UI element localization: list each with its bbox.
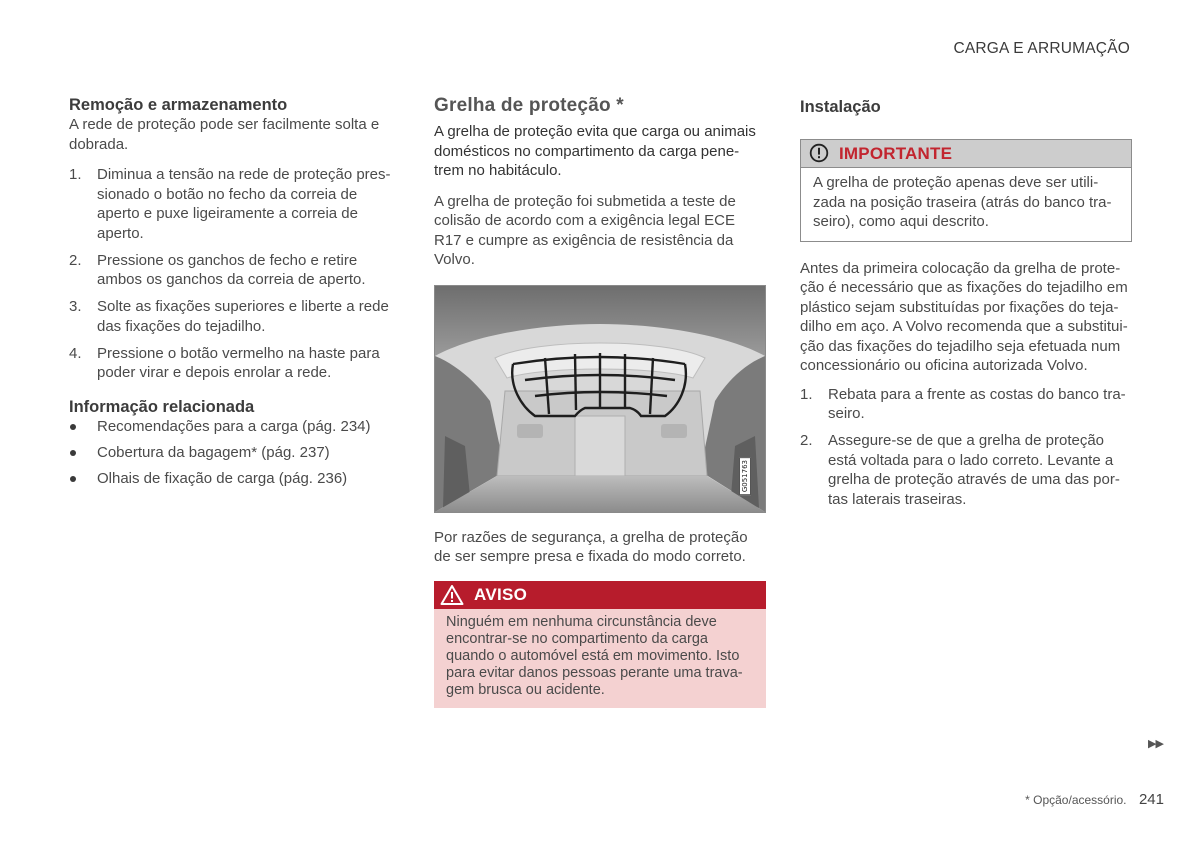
bullet-icon bbox=[70, 476, 76, 482]
bullet-icon bbox=[70, 424, 76, 430]
step-item: 2. Pressione os ganchos de fecho e retire ambos os ganchos da correia de aperto. bbox=[69, 251, 366, 288]
page-footer bbox=[1025, 791, 1164, 809]
step-item: 4. Pressione o botão vermelho na haste para poder virar e depois enrolar a rede. bbox=[69, 344, 380, 381]
figure-code: G051763 bbox=[739, 457, 751, 495]
cargo-grille-illustration bbox=[434, 285, 766, 513]
important-title: IMPORTANTE bbox=[839, 144, 953, 163]
section-body: A grelha de proteção foi submetida a teste de colisão de acordo com a exigência legal ECE R17 e cumpre as exigência de resistência da Volvo. bbox=[434, 192, 736, 268]
column-right bbox=[800, 95, 1132, 517]
important-text: A grelha de proteção apenas deve ser utili-zada na posição traseira (atrás do banco tra-seiro), como aqui descrito. bbox=[813, 174, 1112, 230]
column-middle bbox=[434, 95, 766, 708]
footnote: * Opção/acessório. bbox=[1025, 793, 1127, 807]
heading-removal: Remoção e armazenamento bbox=[69, 96, 288, 114]
cargo-area-image bbox=[435, 286, 765, 512]
important-box bbox=[800, 139, 1132, 242]
heading-installation: Instalação bbox=[800, 98, 881, 116]
related-link[interactable]: Cobertura da bagagem* (pág. 237) bbox=[69, 443, 394, 463]
exclamation-circle-icon bbox=[809, 143, 829, 168]
warning-box bbox=[434, 581, 766, 708]
section-header: CARGA E ARRUMAÇÃO bbox=[953, 40, 1130, 57]
figure-caption: Por razões de segurança, a grelha de proteção de ser sempre presa e fixada do modo correto. bbox=[434, 528, 748, 565]
section-title: Grelha de proteção * bbox=[434, 95, 624, 116]
removal-steps bbox=[69, 165, 394, 383]
step-item: 2. Assegure-se de que a grelha de proteção está voltada para o lado correto. Levante a grelha de proteção através de uma das por-tas laterais traseiras. bbox=[800, 432, 1120, 508]
bullet-icon bbox=[70, 450, 76, 456]
installation-body: Antes da primeira colocação da grelha de prote-ção é necessário que as fixações do tejadilho em plástico sejam substituídas por fixações do teja-dilho em aço. A Volvo recomenda que a substitui-ção das fixações do tejadilho seja efetuada num concessionário ou oficina autorizada Volvo. bbox=[800, 259, 1128, 374]
warning-triangle-icon bbox=[440, 584, 464, 611]
installation-steps bbox=[800, 385, 1132, 510]
warning-title: AVISO bbox=[474, 584, 528, 604]
related-link[interactable]: Olhais de fixação de carga (pág. 236) bbox=[69, 469, 394, 489]
page-number: 241 bbox=[1138, 791, 1164, 808]
related-link[interactable]: Recomendações para a carga (pág. 234) bbox=[69, 417, 394, 437]
step-item: 3. Solte as fixações superiores e liberte a rede das fixações do tejadilho. bbox=[69, 298, 389, 335]
removal-intro: A rede de proteção pode ser facilmente solta e dobrada. bbox=[69, 116, 380, 153]
step-item: 1. Rebata para a frente as costas do banco tra-seiro. bbox=[800, 385, 1126, 422]
warning-header bbox=[434, 581, 766, 609]
step-item: 1. Diminua a tensão na rede de proteção pres-sionado o botão no fecho da correia de aperto e puxe ligeiramente a correia de aperto. bbox=[69, 166, 391, 242]
related-list bbox=[69, 417, 394, 489]
warning-text: Ninguém em nenhuma circunstância deve encontrar-se no compartimento da carga quando o automóvel está em movimento. Isto para evitar danos pessoas perante uma trava-gem brusca ou acidente. bbox=[434, 609, 766, 708]
heading-related: Informação relacionada bbox=[69, 397, 255, 416]
continue-arrows-icon: ▶▶ bbox=[1148, 738, 1163, 750]
important-header bbox=[801, 140, 1131, 168]
section-intro: A grelha de proteção evita que carga ou animais domésticos no compartimento da carga pene-trem no habitáculo. bbox=[434, 123, 756, 179]
column-left bbox=[69, 95, 394, 495]
